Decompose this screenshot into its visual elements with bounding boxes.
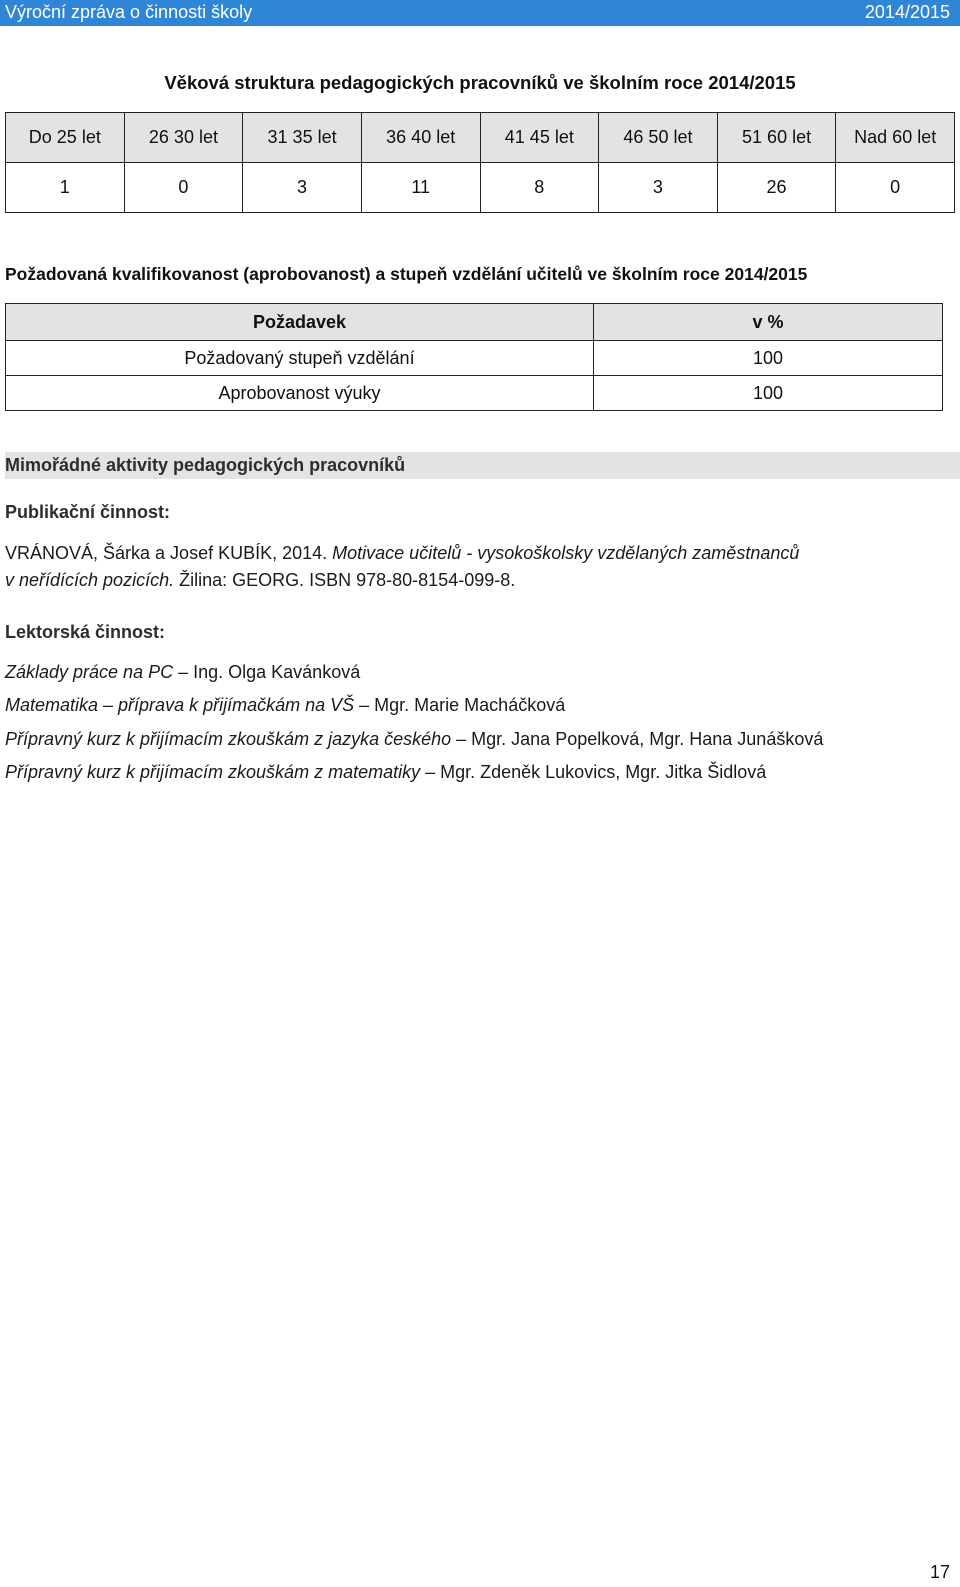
age-structure-table [5, 112, 955, 213]
publication-title-cont: v neřídících pozicích. [5, 570, 175, 590]
table-header-cell: Do 25 let [6, 113, 125, 163]
table-cell: 100 [594, 376, 943, 411]
publication-authors: VRÁNOVÁ, Šárka a Josef KUBÍK, 2014. [5, 543, 333, 563]
lecturer-name: Mgr. Jana Popelková, Mgr. Hana Junášková [471, 729, 824, 749]
table-header-cell: 31 35 let [243, 113, 362, 163]
table-cell: 3 [243, 163, 362, 213]
activities-heading-band [5, 452, 960, 479]
table-cell: 0 [836, 163, 955, 213]
qualification-table-title: Požadovaná kvalifikovanost (aprobovanost) a stupeň vzdělání učitelů ve školním roce 2014/2015 [5, 264, 808, 284]
course-name: Přípravný kurz k přijímacím zkouškám z jazyka českého [5, 729, 452, 749]
table-header-cell: Nad 60 let [836, 113, 955, 163]
table-row [6, 341, 943, 376]
header-year: 2014/2015 [864, 2, 950, 22]
lecturer-name: Mgr. Zdeněk Lukovics, Mgr. Jitka Šidlová [440, 762, 767, 782]
table-header-cell: 51 60 let [717, 113, 836, 163]
publication-line-1 [5, 543, 799, 564]
table-header-cell: 41 45 let [480, 113, 599, 163]
dash: – [354, 695, 375, 715]
table-header-cell: v % [594, 304, 943, 341]
lecturer-name: Mgr. Marie Macháčková [374, 695, 566, 715]
table-cell: 8 [480, 163, 599, 213]
course-name: Matematika – příprava k přijímačkám na VŠ [5, 695, 355, 715]
table-header-row [6, 113, 955, 163]
header-title: Výroční zpráva o činnosti školy [5, 2, 253, 22]
publication-heading: Publikační činnost: [5, 502, 171, 522]
lecturing-item [5, 762, 766, 783]
lecturing-heading: Lektorská činnost: [5, 622, 166, 642]
course-name: Přípravný kurz k přijímacím zkouškám z matematiky [5, 762, 421, 782]
table-header-cell: 26 30 let [124, 113, 243, 163]
dash: – [173, 662, 194, 682]
lecturer-name: Ing. Olga Kavánková [193, 662, 361, 682]
dash: – [420, 762, 441, 782]
qualification-table [5, 303, 943, 411]
table-cell: Aprobovanost výuky [6, 376, 594, 411]
table-cell: 3 [599, 163, 718, 213]
lecturing-item [5, 695, 565, 716]
age-table-title: Věková struktura pedagogických pracovníků ve školním roce 2014/2015 [164, 72, 796, 93]
table-header-row [6, 304, 943, 341]
table-cell: 26 [717, 163, 836, 213]
lecturing-item [5, 662, 360, 683]
course-name: Základy práce na PC [5, 662, 174, 682]
page-header [0, 0, 960, 26]
table-cell: 100 [594, 341, 943, 376]
table-header-cell: Požadavek [6, 304, 594, 341]
dash: – [451, 729, 472, 749]
table-header-cell: 46 50 let [599, 113, 718, 163]
table-cell: 1 [6, 163, 125, 213]
table-row [6, 376, 943, 411]
lecturing-item [5, 729, 823, 750]
activities-heading: Mimořádné aktivity pedagogických pracovníků [5, 455, 406, 475]
publication-line-2 [5, 570, 515, 591]
table-cell: 0 [124, 163, 243, 213]
table-header-cell: 36 40 let [361, 113, 480, 163]
table-row [6, 163, 955, 213]
table-cell: Požadovaný stupeň vzdělání [6, 341, 594, 376]
publication-title: Motivace učitelů - vysokoškolsky vzdělaných zaměstnanců [332, 543, 800, 563]
table-cell: 11 [361, 163, 480, 213]
page-number: 17 [929, 1562, 950, 1582]
publication-details: Žilina: GEORG. ISBN 978-80-8154-099-8. [174, 570, 516, 590]
